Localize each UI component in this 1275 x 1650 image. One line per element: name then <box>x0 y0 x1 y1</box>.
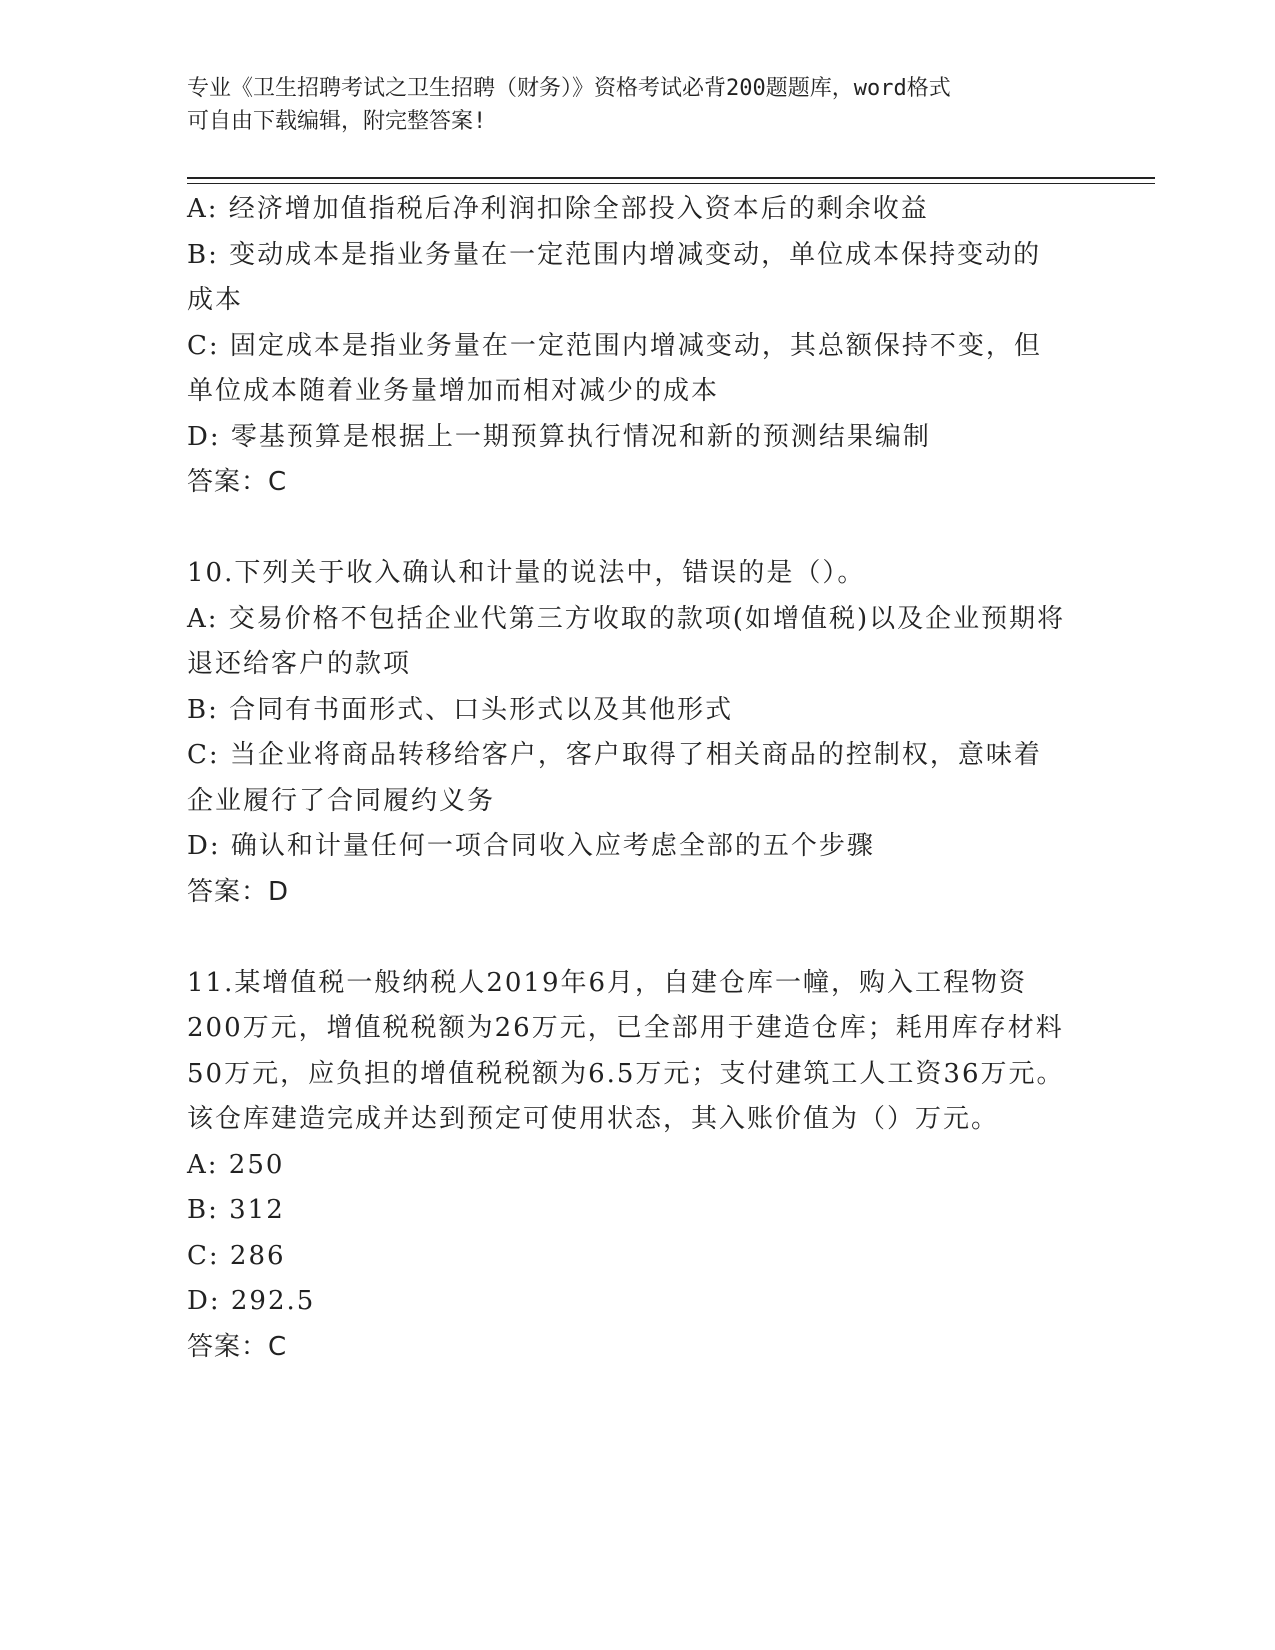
document-header <box>187 72 1067 138</box>
question-block-10 <box>187 551 1067 915</box>
option-d: D: 292.5 <box>187 1286 316 1316</box>
option-c: C: 当企业将商品转移给客户，客户取得了相关商品的控制权，意味着企业履行了合同履约义务 <box>187 740 1042 816</box>
spacer <box>187 506 1067 552</box>
header-line-1: 专业《卫生招聘考试之卫生招聘（财务）》资格考试必背200题题库，word格式 <box>187 76 951 101</box>
option-b: B: 合同有书面形式、口头形式以及其他形式 <box>187 694 734 725</box>
option-a: A: 经济增加值指税后净利润扣除全部投入资本后的剩余收益 <box>187 194 929 224</box>
spacer <box>187 915 1067 961</box>
question-block-prev <box>187 187 1067 506</box>
question-stem: 11.某增值税一般纳税人2019年6月，自建仓库一幢，购入工程物资200万元，增值税税额为26万元，已全部用于建造仓库；耗用库存材料50万元，应负担的增值税税额为6.5万元；支付建筑工人工资36万元。该仓库建造完成并达到预定可使用状态，其入账价值为（）万元。 <box>187 967 1065 1134</box>
answer-line: 答案：C <box>187 1331 288 1362</box>
header-rule-thin <box>187 183 1155 184</box>
answer-line: 答案：C <box>187 467 288 497</box>
option-c: C: 286 <box>187 1240 286 1271</box>
question-block-11 <box>187 961 1067 1371</box>
question-content <box>187 187 1067 1370</box>
option-b: B: 变动成本是指业务量在一定范围内增减变动，单位成本保持变动的成本 <box>187 239 1042 315</box>
question-stem: 10.下列关于收入确认和计量的说法中，错误的是（）。 <box>187 558 866 588</box>
option-b: B: 312 <box>187 1195 285 1225</box>
option-a: A: 交易价格不包括企业代第三方收取的款项(如增值税)以及企业预期将退还给客户的款项 <box>187 603 1066 679</box>
answer-line: 答案：D <box>187 876 290 907</box>
header-rule-thick <box>187 177 1155 179</box>
option-a: A: 250 <box>187 1149 285 1180</box>
option-c: C: 固定成本是指业务量在一定范围内增减变动，其总额保持不变，但单位成本随着业务量增加而相对减少的成本 <box>187 330 1042 406</box>
header-line-2: 可自由下载编辑，附完整答案! <box>187 109 487 134</box>
option-d: D: 零基预算是根据上一期预算执行情况和新的预测结果编制 <box>187 421 931 452</box>
option-d: D: 确认和计量任何一项合同收入应考虑全部的五个步骤 <box>187 831 875 861</box>
